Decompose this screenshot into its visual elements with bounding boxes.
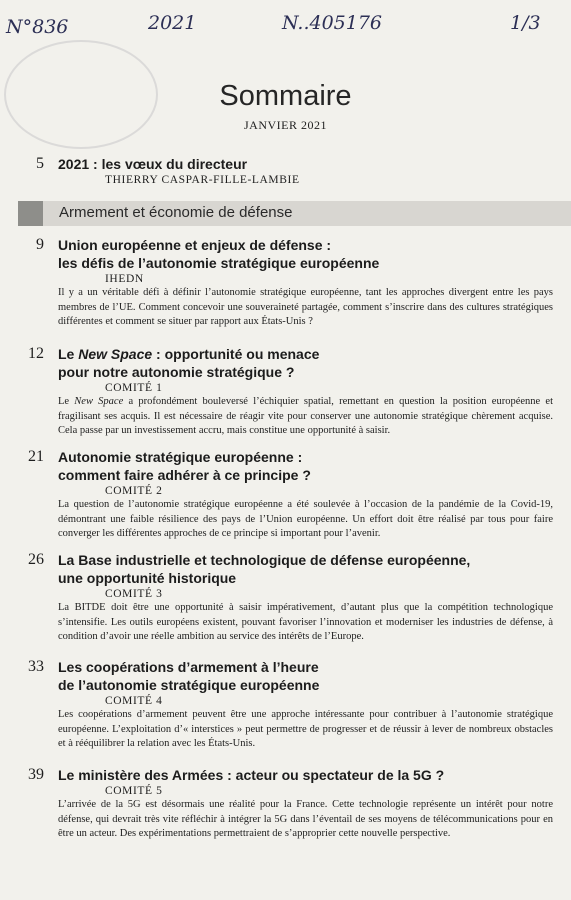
handwritten-year: 2021 bbox=[148, 12, 197, 34]
page-number: 21 bbox=[28, 448, 44, 465]
entry-title: Les coopérations d’armement à l’heure de l’autonomie stratégique européenne bbox=[58, 659, 320, 693]
page-number: 26 bbox=[28, 551, 44, 568]
section-label: Armement et économie de défense bbox=[59, 204, 293, 221]
page-title: Sommaire bbox=[219, 80, 352, 112]
toc-entry[interactable] bbox=[18, 551, 553, 645]
entry-title: Le New Space : opportunité ou menace pour notre autonomie stratégique ? bbox=[58, 346, 320, 380]
section-marker bbox=[18, 201, 43, 226]
toc-entry-intro[interactable] bbox=[18, 155, 553, 187]
page-number: 9 bbox=[36, 236, 44, 253]
handwritten-page-count: 1/3 bbox=[510, 12, 541, 34]
toc-entry[interactable] bbox=[18, 658, 553, 752]
entry-description: La BITDE doit être une opportunité à saisir impérativement, d’autant plus que la compétition technologique s’intensifie. Les outils européens existent, pouvant favoriser l’innovation et moderniser les industries de défense, à condition d’avoir une réelle ambition au service des intérêts de l’Europe. bbox=[58, 602, 553, 642]
entry-title: Union européenne et enjeux de défense : les défis de l’autonomie stratégique européenne bbox=[58, 237, 380, 271]
page-number: 33 bbox=[28, 658, 44, 675]
entry-author: COMITÉ 3 bbox=[105, 588, 163, 600]
entry-author: COMITÉ 5 bbox=[105, 785, 163, 797]
entry-title: La Base industrielle et technologique de défense européenne, une opportunité historique bbox=[58, 552, 471, 586]
toc-entry[interactable] bbox=[18, 236, 553, 330]
page-number: 12 bbox=[28, 345, 44, 362]
entry-description: La question de l’autonomie stratégique européenne a été soulevée à l’occasion de la pandémie de la Covid-19, démontrant une faible résilience des pays de l’Union européenne. Un effort doit être réalisé par tous pour faire converger les différentes approches de ce principe si important pour l’avenir. bbox=[58, 499, 553, 539]
entry-title: Le ministère des Armées : acteur ou spectateur de la 5G ? bbox=[58, 767, 445, 783]
entry-author: COMITÉ 1 bbox=[105, 382, 163, 394]
entry-title: 2021 : les vœux du directeur bbox=[58, 156, 248, 172]
page-number: 5 bbox=[36, 155, 44, 172]
page-number: 39 bbox=[28, 766, 44, 783]
entry-author: THIERRY CASPAR-FILLE-LAMBIE bbox=[105, 174, 300, 186]
entry-title: Autonomie stratégique européenne : comment faire adhérer à ce principe ? bbox=[58, 449, 311, 483]
entry-description: L’arrivée de la 5G est désormais une réalité pour la France. Cette technologie représente un intérêt pour notre défense, qui devrait très vite réfléchir à intégrer la 5G dans l’éventail de ses moyens de télécommunications pour en être un acteur. Des expérimentations permettraient de s’approprier cette nouvelle perspective. bbox=[58, 799, 553, 839]
entry-author: COMITÉ 2 bbox=[105, 485, 163, 497]
entry-description: Le New Space a profondément bouleversé l’échiquier spatial, remettant en question la position européenne et fragilisant ses acquis. Il est nécessaire de réagir vite pour conserver une autonomie stratégique chèrement acquise. Cela passe par un investissement accru, mais constitue une opportunité à saisir. bbox=[58, 396, 553, 436]
issue-date: JANVIER 2021 bbox=[244, 118, 327, 132]
entry-description: Les coopérations d’armement peuvent être une approche intéressante pour contribuer à l’autonomie stratégique européenne. L’exploitation d’« interstices » peut permettre de progresser et de réussir à lever de nombreux obstacles et à rééquilibrer la relation avec les États-Unis. bbox=[58, 709, 553, 749]
toc-entry[interactable] bbox=[18, 448, 553, 542]
handwritten-reference: N..405176 bbox=[282, 12, 383, 34]
entry-author: IHEDN bbox=[105, 273, 144, 285]
handwritten-number: N°836 bbox=[6, 16, 69, 38]
section-header bbox=[18, 201, 571, 226]
entry-author: COMITÉ 4 bbox=[105, 695, 163, 707]
entry-description: Il y a un véritable défi à définir l’autonomie stratégique européenne, tant les approches divergent entre les pays membres de l’UE. Comment concevoir une souveraineté partagée, comment s’inscrire dans des cultures stratégiques différentes et comment se situer par rapport aux États-Unis ? bbox=[58, 287, 553, 327]
toc-entry[interactable] bbox=[18, 766, 553, 842]
toc-entry[interactable] bbox=[18, 345, 553, 439]
